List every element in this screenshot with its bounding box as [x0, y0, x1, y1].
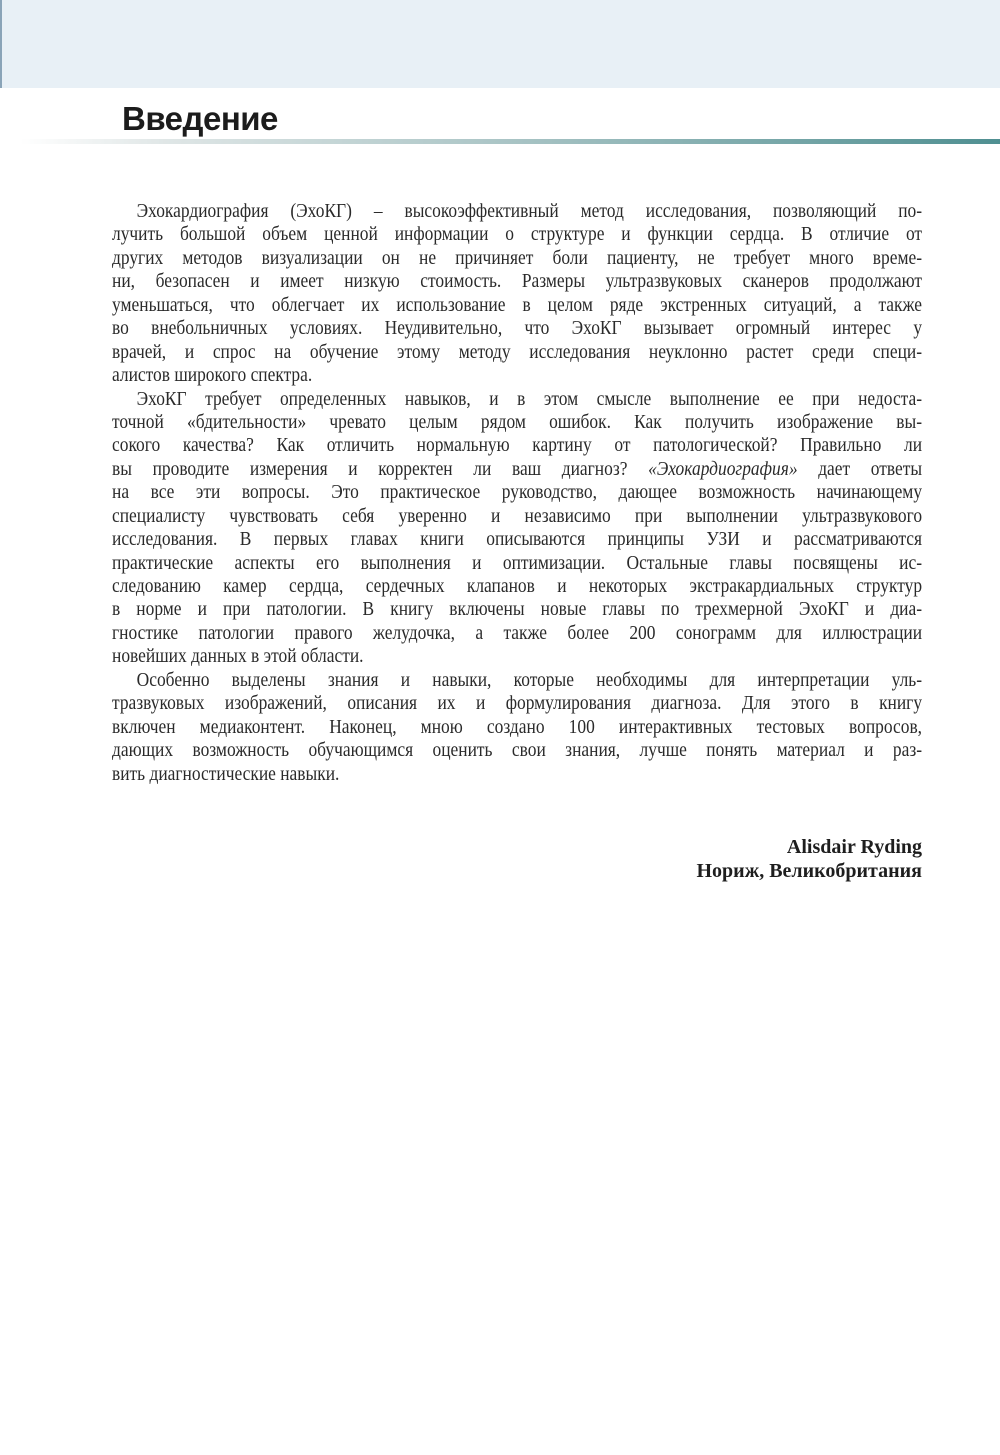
text-line: ни, безопасен и имеет низкую стоимость. Размеры ультразвуковых сканеров продолжают — [112, 270, 923, 293]
text-line: уменьшаться, что облегчает их использование в целом ряде экстренных ситуаций, а также — [112, 293, 923, 316]
text-line: других методов визуализации он не причиняет боли пациенту, не требует много време- — [112, 246, 923, 269]
text-line: следованию камер сердца, сердечных клапанов и некоторых экстракардиальных структур — [112, 575, 923, 597]
text-line: врачей, и спрос на обучение этому методу исследования неуклонно растет среди специ- — [112, 340, 923, 363]
text-line: в норме и при патологии. В книгу включены новые главы по трехмерной ЭхоКГ и диа- — [112, 598, 923, 621]
text-line: тразвуковых изображений, описания их и формулирования диагноза. Для этого в книгу — [112, 692, 923, 715]
title-underline — [20, 139, 1000, 144]
author-location: Нориж, Великобритания — [696, 859, 922, 882]
text-segment: дает ответы — [818, 457, 923, 480]
text-line — [112, 458, 922, 481]
text-line: на все эти вопросы. Это практическое руководство, дающее возможность начинающему — [112, 481, 923, 504]
text-line: дающих возможность обучающимся оценить свои знания, лучше понять материал и раз- — [112, 739, 923, 762]
paragraph-1 — [112, 200, 922, 388]
paragraph-2 — [112, 388, 922, 669]
text-line: специалисту чувствовать себя уверенно и независимо при выполнении ультразвукового — [112, 504, 923, 527]
author-name: Alisdair Ryding — [786, 836, 922, 858]
text-segment: вы проводите измерения и корректен ли ваш диагноз? — [112, 457, 628, 480]
text-line: включен медиаконтент. Наконец, мною создано 100 интерактивных тестовых вопросов, — [112, 715, 923, 738]
book-title: «Эхокардиография» — [648, 457, 798, 480]
text-line: сокого качества? Как отличить нормальную картину от патологической? Правильно ли — [112, 434, 923, 457]
text-line: точной «бдительности» чревато целым рядом ошибок. Как получить изображение вы- — [112, 410, 923, 433]
text-line: лучить большой объем ценной информации о структуре и функции сердца. В отличие от — [112, 223, 923, 246]
page-title: Введение — [122, 100, 278, 137]
author-signature — [696, 836, 922, 883]
text-line: исследования. В первых главах книги описываются принципы УЗИ и рассматриваются — [112, 528, 923, 551]
text-line: новейших данных в этой области. — [112, 645, 364, 668]
header-band — [0, 0, 1000, 88]
text-line: практические аспекты его выполнения и оптимизации. Остальные главы посвящены ис- — [112, 551, 923, 574]
text-line: ЭхоКГ требует определенных навыков, и в этом смысле выполнение ее при недоста- — [136, 387, 923, 410]
paragraph-3 — [112, 669, 922, 786]
text-line: гностике патологии правого желудочка, а также более 200 сонограмм для иллюстрации — [112, 621, 923, 644]
body-text — [112, 200, 922, 786]
text-line: вить диагностические навыки. — [112, 762, 340, 785]
text-line: Особенно выделены знания и навыки, которые необходимы для интерпретации уль- — [136, 668, 923, 691]
text-line: Эхокардиография (ЭхоКГ) – высокоэффективный метод исследования, позволяющий по- — [136, 200, 923, 222]
text-line: во внебольничных условиях. Неудивительно, что ЭхоКГ вызывает огромный интерес у — [112, 317, 923, 340]
text-line: алистов широкого спектра. — [112, 364, 313, 387]
